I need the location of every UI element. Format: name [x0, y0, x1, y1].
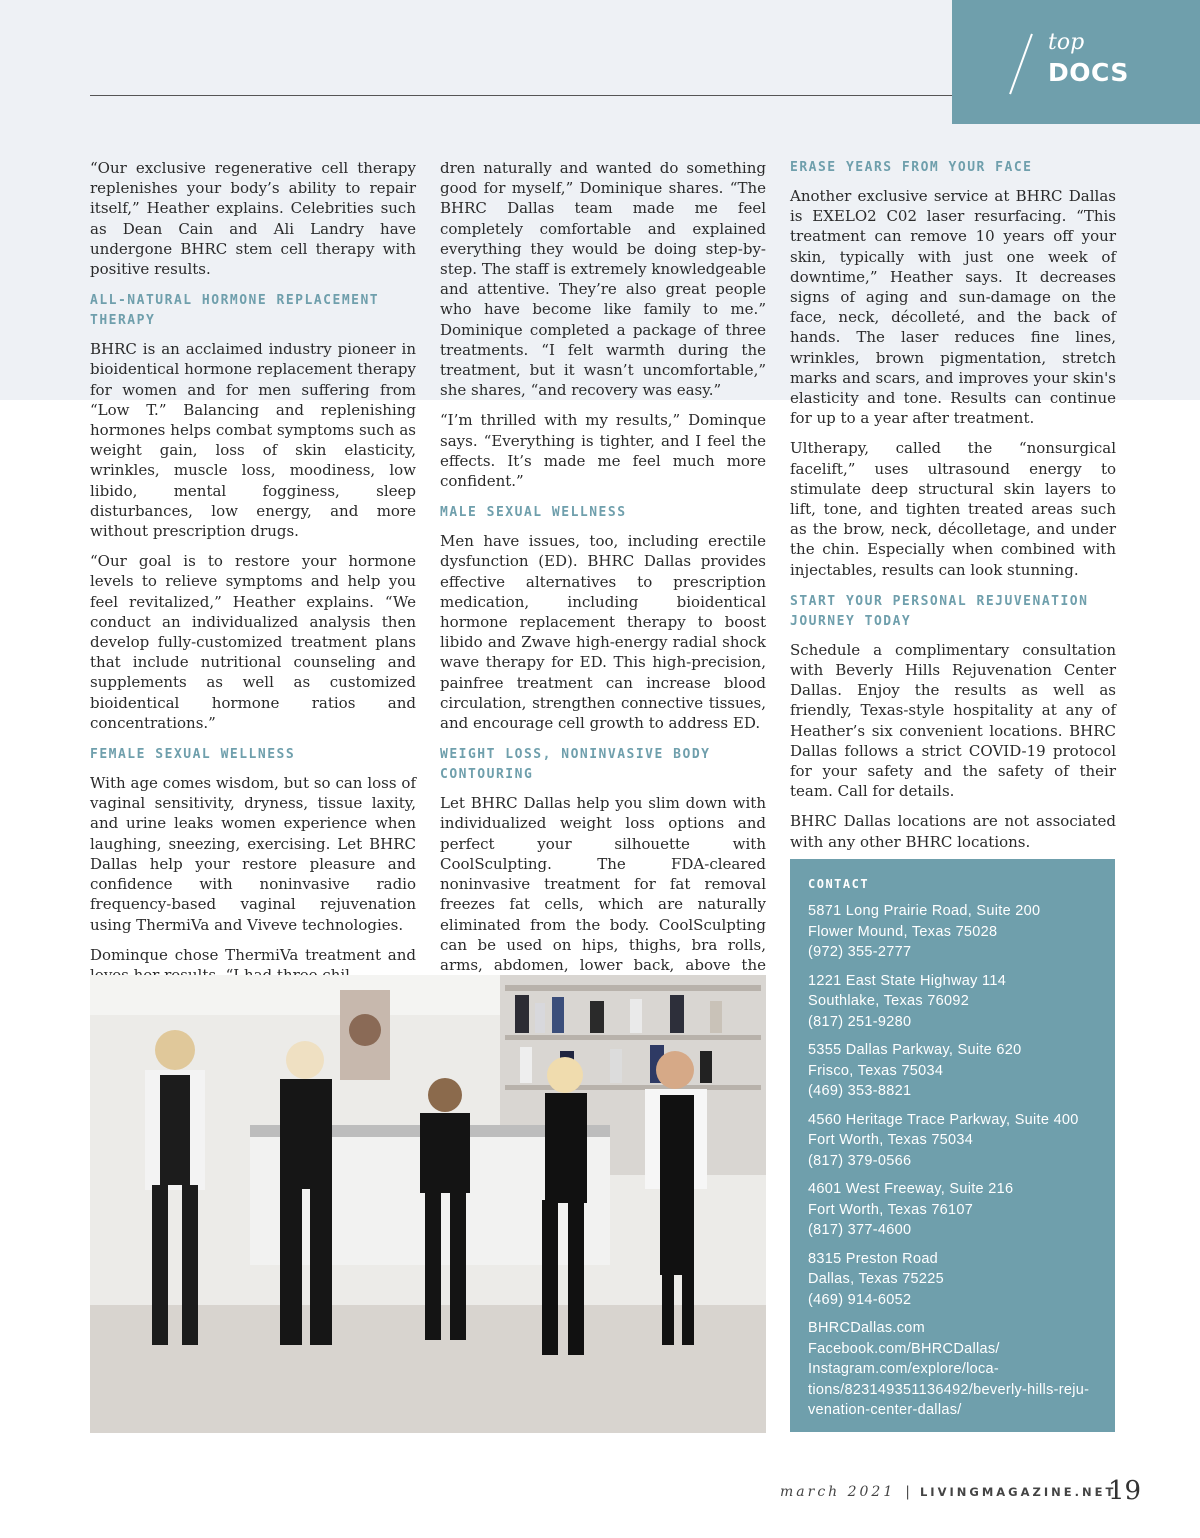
- paragraph: “I’m thrilled with my results,” Dominque says. “Everything is tighter, and I feel the effects. It’s made me feel much more confident.”: [440, 411, 766, 491]
- paragraph: Men have issues, too, including erectile dysfunction (ED). BHRC Dallas provides effective alternatives to prescription medication, including bioidentical hormone replacement therapy to boost libido and Zwave high-energy radial shock wave therapy for ED. This high-precision, painfree treatment can increase blood circulation, strengthen connective tissues, and encourage cell growth to address ED.: [440, 532, 766, 733]
- paragraph: With age comes wisdom, but so can loss of vaginal sensitivity, dryness, tissue laxity, and urine leaks women experience when laughing, sneezing, exercising. Let BHRC Dallas help your restore pleasure and confidence with noninvasive radio frequency-based vaginal rejuvenation using ThermiVa and Viveve technologies.: [90, 774, 416, 934]
- location-phone[interactable]: (469) 353-8821: [808, 1083, 912, 1099]
- team-photo: [90, 975, 766, 1433]
- location-phone[interactable]: (972) 355-2777: [808, 944, 912, 960]
- header-rule: [90, 95, 952, 96]
- page-footer: [780, 1484, 1116, 1500]
- location-city: Flower Mound, Texas 75028: [808, 923, 998, 940]
- subheading-start: START YOUR PERSONAL REJUVENATION JOURNEY TODAY: [790, 593, 1089, 629]
- subheading-hormone: ALL-NATURAL HORMONE REPLACEMENT THERAPY: [90, 293, 380, 329]
- location: [808, 971, 1097, 1033]
- location-street: 1221 East State Highway 114: [808, 972, 1007, 989]
- paragraph: BHRC is an acclaimed industry pioneer in bioidentical hormone replacement therapy for women and for men suffering from “Low T.” Balancing and replenishing hormones helps combat symptoms such as weight gain, loss of skin elasticity, wrinkles, muscle loss, moodiness, low libido, mental fogginess, sleep disturbances, low energy, and more without prescription drugs.: [90, 340, 416, 541]
- page-number: 19: [1108, 1476, 1142, 1506]
- paragraph: Ultherapy, called the “nonsurgical facelift,” uses ultrasound energy to stimulate deep structural skin layers to lift, tone, and tighten treated areas such as the brow, neck, décolletage, and under the chin. Especially when combined with injectables, results can look stunning.: [790, 439, 1116, 579]
- article-column-1: [90, 158, 416, 995]
- tab-docs-label: DOCS: [1048, 58, 1129, 87]
- tab-slash: [1009, 34, 1033, 95]
- paragraph: Schedule a complimentary consultation with Beverly Hills Rejuvenation Center Dallas. Enjoy the results as well as friendly, Texas-style hospitality at any of Heather’s six convenient locations. BHRC Dallas follows a strict COVID-19 protocol for your safety and the safety of their team. Call for details.: [790, 640, 1116, 801]
- location-street: 4560 Heritage Trace Parkway, Suite 400: [808, 1111, 1079, 1128]
- location-city: Fort Worth, Texas 76107: [808, 1201, 974, 1218]
- location: [808, 1249, 1097, 1311]
- location-city: Southlake, Texas 76092: [808, 993, 970, 1009]
- facebook-link[interactable]: Facebook.com/BHRCDallas/: [808, 1340, 1000, 1357]
- paragraph: “Our goal is to restore your hormone levels to relieve symptoms and help you feel revitalized,” Heather explains. “We conduct an individualized analysis then develop fully-customized treatment plans that include nutritional counseling and supplements as well as customized bioidentical hormone ratios and concentrations.”: [90, 552, 416, 732]
- paragraph: Another exclusive service at BHRC Dallas is EXELO2 C02 laser resurfacing. “This treatment can remove 10 years off your skin, typically with just one week of downtime,” Heather says. It decreases signs of aging and sun-damage on the face, neck, décolleté, and the back of hands. The laser reduces fine lines, wrinkles, brown pigmentation, stretch marks and scars, and improves your skin's elasticity and tone. Results can continue for up to a year after treatment.: [790, 187, 1116, 428]
- section-tab: [952, 0, 1200, 124]
- location-street: 5871 Long Prairie Road, Suite 200: [808, 903, 1041, 919]
- subheading-erase: ERASE YEARS FROM YOUR FACE: [790, 160, 1033, 175]
- location: [808, 901, 1097, 963]
- article-column-3: [790, 158, 1116, 862]
- paragraph: Let BHRC Dallas help you slim down with individualized weight loss options and perfect your silhouette with CoolSculpting. The FDA-cleared noninvasive treatment for fat removal freezes fat cells, which are naturally eliminated from the body. CoolSculpting can be used on hips, thighs, bra rolls, arms, abdomen, lower back, above the: [440, 794, 766, 974]
- location: [808, 1110, 1097, 1172]
- article-column-2: [440, 158, 766, 1005]
- paragraph: dren naturally and wanted do something good for myself,” Dominique shares. “The BHRC Dallas team made me feel completely comfortable and explained everything they would be doing step-by-step. The staff is extremely knowledgeable and attentive. They’re also great people who have become like family to me.” Dominique completed a package of three treatments. “I felt warmth during the treatment, but it wasn’t uncomfortable,” she shares, “and recovery was easy.”: [440, 159, 766, 400]
- contact-heading: CONTACT: [808, 877, 870, 891]
- website-link[interactable]: BHRCDallas.com: [808, 1320, 925, 1336]
- location-phone[interactable]: (817) 377-4600: [808, 1222, 912, 1238]
- team-photo-illustration: [90, 975, 766, 1433]
- subheading-male: MALE SEXUAL WELLNESS: [440, 505, 627, 521]
- location-street: 4601 West Freeway, Suite 216: [808, 1181, 1014, 1197]
- location: [808, 1040, 1097, 1102]
- footer-issue-date: march 2021: [780, 1484, 896, 1500]
- paragraph: BHRC Dallas locations are not associated with any other BHRC locations.: [790, 812, 1116, 851]
- location: [808, 1179, 1097, 1241]
- instagram-link-line-3[interactable]: venation-center-dallas/: [808, 1402, 962, 1418]
- footer-website[interactable]: LIVINGMAGAZINE.NET: [919, 1485, 1117, 1499]
- subheading-weight: WEIGHT LOSS, NONINVASIVE BODY CONTOURING: [440, 747, 711, 783]
- location-phone[interactable]: (817) 379-0566: [808, 1152, 912, 1169]
- subheading-female: FEMALE SEXUAL WELLNESS: [90, 747, 296, 763]
- location-street: 8315 Preston Road: [808, 1250, 939, 1267]
- instagram-link-line-1[interactable]: Instagram.com/explore/loca-: [808, 1361, 1000, 1377]
- location-city: Fort Worth, Texas 75034: [808, 1132, 974, 1148]
- paragraph: Dominque chose ThermiVa treatment and: [90, 945, 416, 964]
- contact-box: [790, 859, 1115, 1432]
- location-phone[interactable]: (817) 251-9280: [808, 1013, 912, 1030]
- paragraph: “Our exclusive regenerative cell therapy replenishes your body’s ability to repair itself,” Heather explains. Celebrities such as Dean Cain and Ali Landry have undergone BHRC stem cell therapy with positive results.: [90, 159, 416, 279]
- footer-separator: |: [905, 1484, 910, 1500]
- location-street: 5355 Dallas Parkway, Suite 620: [808, 1042, 1022, 1058]
- instagram-link-line-2[interactable]: tions/823149351136492/beverly-hills-reju-: [808, 1381, 1090, 1398]
- tab-top-label: top: [1048, 30, 1085, 55]
- location-phone[interactable]: (469) 914-6052: [808, 1291, 912, 1308]
- location-city: Dallas, Texas 75225: [808, 1271, 945, 1287]
- location-city: Frisco, Texas 75034: [808, 1062, 944, 1079]
- contact-links: [808, 1318, 1097, 1421]
